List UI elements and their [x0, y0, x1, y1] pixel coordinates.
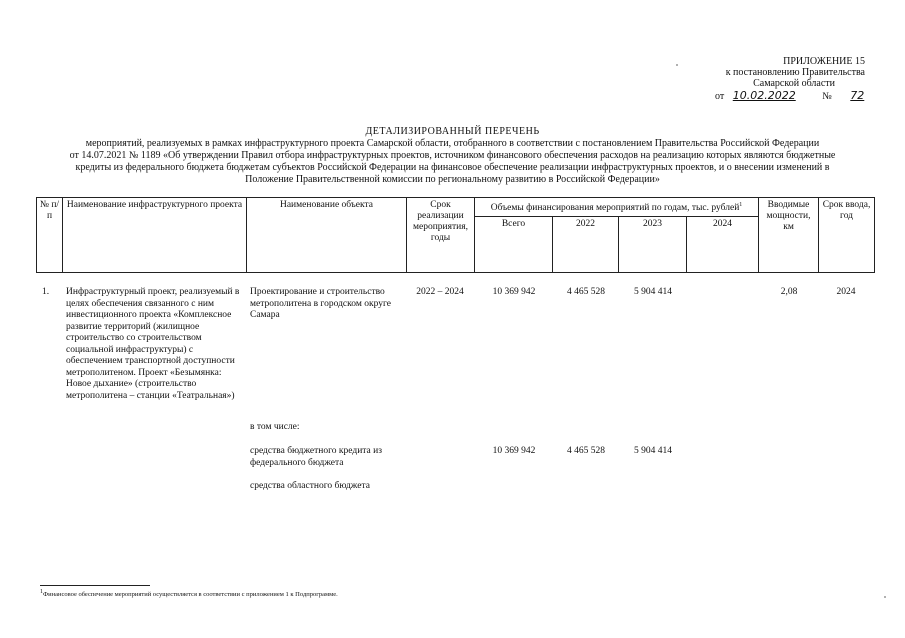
header-2022: 2022 — [553, 217, 619, 273]
header-total: Всего — [475, 217, 553, 273]
header-commission: Срок ввода, год — [819, 198, 875, 273]
header-term: Срок реализации мероприятия, годы — [407, 198, 475, 273]
appendix-line-2: к постановлению Правительства — [725, 67, 865, 78]
footnote-text: Финансовое обеспечение мероприятий осуществляется в соответствии с приложением 1 к Подпрограмме. — [43, 591, 338, 599]
including-label: в том числе: — [250, 422, 300, 432]
appendix-line-3: Самарской области — [753, 78, 835, 89]
title-heading: ДЕТАЛИЗИРОВАННЫЙ ПЕРЕЧЕНЬ — [365, 126, 540, 137]
row-num: 1. — [42, 287, 50, 297]
header-object: Наименование объекта — [247, 198, 407, 273]
title-line-3: от 14.07.2021 № 1189 «Об утверждении Правил отбора инфраструктурных проектов, источником финансового обеспечения расходов на реализацию которых являются бюджетные — [69, 150, 836, 161]
header-num: № п/п — [37, 198, 63, 273]
scan-speck — [884, 596, 886, 598]
row-total: 10 369 942 — [492, 287, 536, 297]
title-line-2: мероприятий, реализуемых в рамках инфраструктурного проекта Самарской области, отобранного в соответствии с постановлением Правительства Российской Федерации — [85, 138, 820, 149]
title-line-4: кредиты из федерального бюджета бюджетам субъектов Российской Федерации на финансовое обеспечение реализации инфраструктурных проектов, и о внесении изменений в — [75, 162, 830, 173]
header-2024: 2024 — [687, 217, 759, 273]
footnote-divider — [40, 585, 150, 586]
row-project: Инфраструктурный проект, реализуемый в целях обеспечения связанного с ним инвестиционного проекта «Комплексное развитие территорий (жилищное строительство со строительством социальной инфраструктуры) с обеспечением транспортной доступности метрополитеном. Проект «Безымянка: Новое дыхание» (строительство метрополитена – станции «Театральная») — [66, 287, 240, 401]
scan-speck — [676, 64, 678, 66]
title-line-5: Положение Правительственной комиссии по региональному развитию в Российской Федерации» — [245, 174, 660, 185]
federal-2022: 4 465 528 — [567, 446, 605, 456]
number-prefix: № — [822, 91, 832, 102]
federal-2023: 5 904 414 — [634, 446, 672, 456]
table-header — [36, 197, 874, 273]
appendix-block — [665, 56, 865, 89]
regional-label: средства областного бюджета — [250, 481, 370, 491]
date-prefix: от — [715, 91, 725, 102]
appendix-title: ПРИЛОЖЕНИЕ 15 — [783, 56, 865, 67]
document-title — [40, 126, 865, 186]
row-term: 2022 – 2024 — [416, 287, 464, 297]
federal-label: средства бюджетного кредита из федерального бюджета — [250, 446, 382, 468]
appendix-date-number-line — [715, 89, 880, 102]
federal-total: 10 369 942 — [492, 446, 536, 456]
footnote — [40, 589, 338, 598]
footnote-sup: 1 — [40, 589, 43, 595]
date-value: 10.02.2022 — [732, 89, 796, 102]
header-project: Наименование инфраструктурного проекта — [63, 198, 247, 273]
header-2023: 2023 — [619, 217, 687, 273]
header-funding — [475, 198, 759, 217]
row-object: Проектирование и строительство метрополитена в городском округе Самара — [250, 287, 391, 320]
row-commission: 2024 — [836, 287, 856, 297]
header-funding-label: Объемы финансирования мероприятий по годам, тыс. рублей — [490, 203, 740, 214]
number-value: 72 — [850, 89, 865, 102]
row-2022: 4 465 528 — [567, 287, 605, 297]
row-2023: 5 904 414 — [634, 287, 672, 297]
row-capacity: 2,08 — [780, 287, 798, 297]
header-capacity: Вводимые мощности, км — [759, 198, 819, 273]
header-funding-sup: 1 — [739, 202, 743, 208]
